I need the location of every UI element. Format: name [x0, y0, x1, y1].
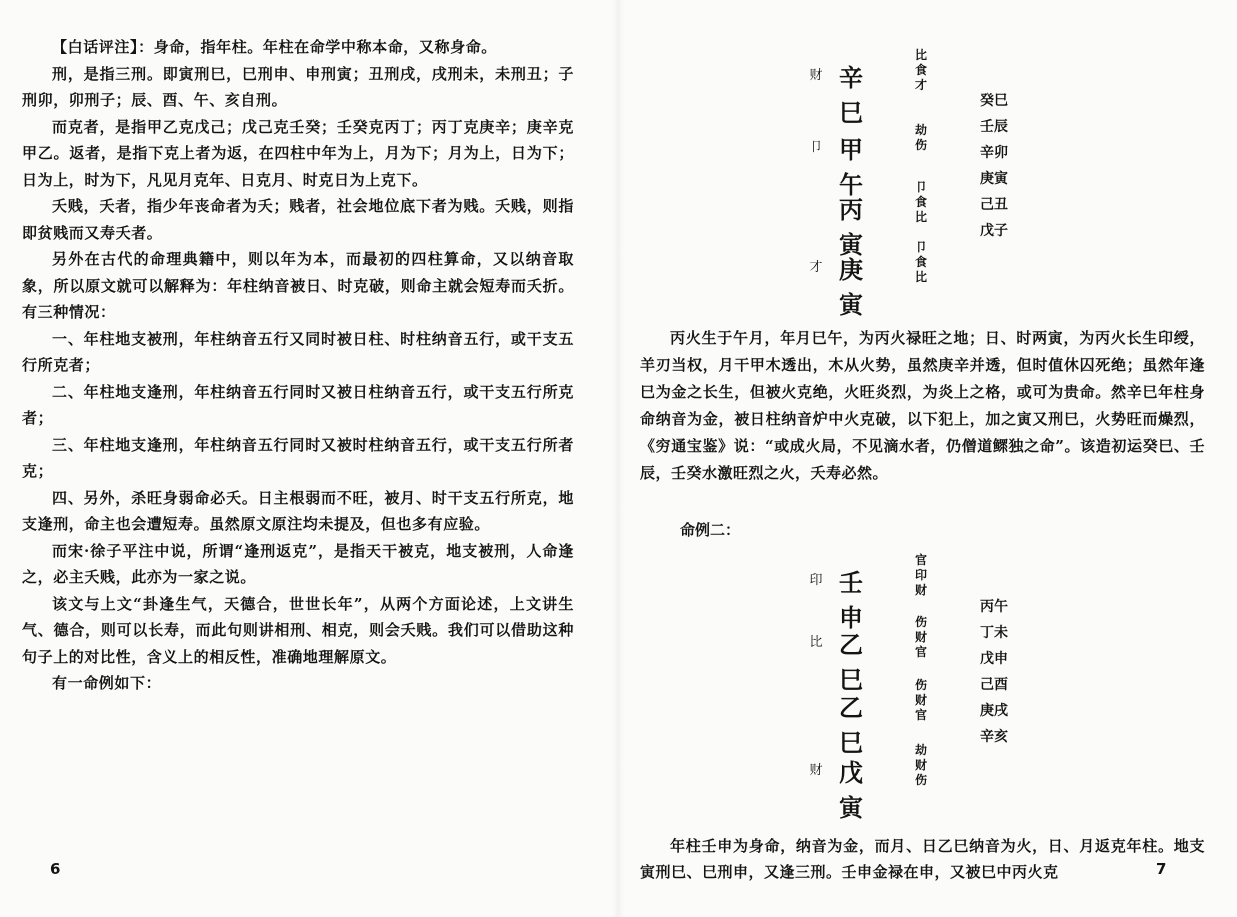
- paragraph: 【白话评注】：身命，指年柱。年柱在命学中称本命，又称身命。: [52, 38, 497, 56]
- luck-pillar: 戊子: [980, 223, 1008, 239]
- luck-pillar: 辛亥: [980, 729, 1008, 745]
- hidden-stems: [912, 678, 930, 723]
- pillar-label: 财: [809, 68, 823, 83]
- luck-pillar: 壬辰: [980, 119, 1008, 135]
- paragraph: 该文与上文“卦逢生气，天德合，世世长年”，从两个方面论述，上文讲生气、德合，则可以长寿，而此句则讲相刑、相克，则会夭贱。我们可以借助这种句子上的对比性，含义上的相反性，准确地理解原文。: [22, 594, 574, 666]
- hidden-stems: [912, 240, 930, 285]
- paragraph: 一、年柱地支被刑，年柱纳音五行又同时被日柱、时柱纳音五行，或干支五行所克者；: [22, 329, 574, 374]
- hidden-stems: [912, 743, 930, 788]
- hidden-stem: 才: [914, 78, 927, 92]
- hidden-stem: 财: [914, 693, 927, 707]
- paragraph: 四、另外，杀旺身弱命必夭。日主根弱而不旺，被月、时干支五行所克，地支逢刑，命主也会遭短寿。虽然原文原注均未提及，但也多有应验。: [22, 488, 574, 533]
- luck-pillar: 庚戌: [980, 703, 1008, 719]
- hidden-stem: 比: [914, 270, 927, 284]
- pillar-label: 财: [809, 763, 823, 778]
- right-page-text-2: [640, 833, 1205, 885]
- hidden-stem: 食: [914, 195, 927, 209]
- pillar-ganzhi: 戊寅: [839, 759, 865, 822]
- paragraph: 而宋·徐子平注中说，所谓“逢刑返克”，是指天干被克，地支被刑，人命逢之，必主夭贱，此亦为一家之说。: [22, 541, 574, 586]
- paragraph: 三、年柱地支逢刑，年柱纳音五行同时又被时柱纳音五行，或干支五行所者克；: [22, 435, 574, 480]
- luck-pillar: 丙午: [980, 599, 1008, 615]
- pillar-label: 才: [809, 260, 823, 275]
- hidden-stem: 卩: [914, 240, 927, 254]
- paragraph: 年柱壬申为身命，纳音为金，而月、日乙巳纳音为火，日、月返克年柱。地支寅刑巳、巳刑申，又逢三刑。壬申金禄在申，又被巳中丙火克: [640, 837, 1205, 881]
- pillar-ganzhi: 辛巳: [839, 64, 865, 127]
- page-number-right: 7: [1156, 860, 1167, 878]
- hidden-stems: [912, 180, 930, 225]
- right-page: [618, 0, 1237, 917]
- example-2-label: 命例二：: [680, 521, 741, 539]
- hidden-stem: 比: [914, 48, 927, 62]
- hidden-stem: 劫: [914, 743, 927, 757]
- paragraph: 丙火生于午月，年月巳午，为丙火禄旺之地；日、时两寅，为丙火长生印绶，羊刃当权，月干甲木透出，木从火势，虽然庚辛并透，但时值休囚死绝；虽然年逢巳为金之长生，但被火克绝，火旺炎烈，为炎上之格，或可为贵命。然辛巳年柱身命纳音为金，被日柱纳音炉中火克破，以下犯上，加之寅又刑巳，火势旺而燥烈，《穷通宝鉴》说：“或成火局，不见滴水者，仍僧道鳏独之命”。该造初运癸巳、壬辰，壬癸水激旺烈之火，夭寿必然。: [640, 329, 1205, 482]
- hidden-stem: 伤: [914, 678, 927, 692]
- hidden-stems: [912, 123, 930, 153]
- hidden-stem: 卩: [914, 180, 927, 194]
- pillar-ganzhi: 乙巳: [839, 694, 865, 757]
- luck-pillar: 癸巳: [980, 93, 1008, 109]
- pillar-label: 印: [809, 573, 823, 588]
- hidden-stem: 官: [914, 645, 927, 659]
- hidden-stem: 印: [914, 568, 927, 582]
- hidden-stem: 伤: [914, 773, 927, 787]
- luck-pillar: 辛卯: [980, 145, 1008, 161]
- paragraph: 二、年柱地支逢刑，年柱纳音五行同时又被日柱纳音五行，或干支五行所克者；: [22, 382, 574, 427]
- hidden-stem: 财: [914, 758, 927, 772]
- hidden-stem: 伤: [914, 615, 927, 629]
- page-number-left: 6: [50, 860, 61, 878]
- paragraph: 而克者，是指甲乙克戊己；戊己克壬癸；壬癸克丙丁；丙丁克庚辛；庚辛克甲乙。返者，是指下克上者为返，在四柱中年为上，月为下；月为上，日为下；日为上，时为下，凡见月克年、日克月、时克日为上克下。: [22, 117, 574, 189]
- pillar-ganzhi: 壬申: [839, 569, 865, 632]
- pillar-ganzhi: 甲午: [839, 136, 865, 199]
- hidden-stem: 财: [914, 630, 927, 644]
- pillar-ganzhi: 乙巳: [839, 631, 865, 694]
- hidden-stem: 官: [914, 708, 927, 722]
- hidden-stem: 财: [914, 583, 927, 597]
- luck-pillar: 戊申: [980, 651, 1008, 667]
- paragraph: 夭贱，夭者，指少年丧命者为夭；贱者，社会地位底下者为贱。夭贱，则指即贫贱而又寿夭者。: [22, 197, 574, 242]
- hidden-stem: 食: [914, 63, 927, 77]
- luck-pillar: 己酉: [980, 677, 1008, 693]
- luck-pillars: [980, 88, 1008, 244]
- luck-pillar: 庚寅: [980, 171, 1008, 187]
- pillar-label: 卩: [809, 140, 823, 155]
- right-page-text-1: [640, 325, 1205, 487]
- hidden-stem: 劫: [914, 123, 927, 137]
- hidden-stems: [912, 553, 930, 598]
- left-page-text: [22, 34, 574, 697]
- hidden-stems: [912, 615, 930, 660]
- paragraph: 有一命例如下：: [52, 674, 162, 692]
- luck-pillar: 己丑: [980, 197, 1008, 213]
- pillar-label: 比: [809, 635, 823, 650]
- hidden-stem: 比: [914, 210, 927, 224]
- paragraph: 刑，是指三刑。即寅刑巳，巳刑申、申刑寅；丑刑戌，戌刑未，未刑丑；子刑卯，卯刑子；辰、酉、午、亥自刑。: [22, 64, 574, 109]
- pillar-ganzhi: 丙寅: [839, 196, 865, 259]
- hidden-stems: [912, 48, 930, 93]
- luck-pillars: [980, 594, 1008, 750]
- hidden-stem: 官: [914, 553, 927, 567]
- left-page: [0, 0, 618, 917]
- luck-pillar: 丁未: [980, 625, 1008, 641]
- hidden-stem: 食: [914, 255, 927, 269]
- paragraph: 另外在古代的命理典籍中，则以年为本，而最初的四柱算命，又以纳音取象，所以原文就可以解释为：年柱纳音被日、时克破，则命主就会短寿而夭折。有三种情况：: [22, 250, 574, 321]
- pillar-ganzhi: 庚寅: [839, 256, 865, 319]
- hidden-stem: 伤: [914, 138, 927, 152]
